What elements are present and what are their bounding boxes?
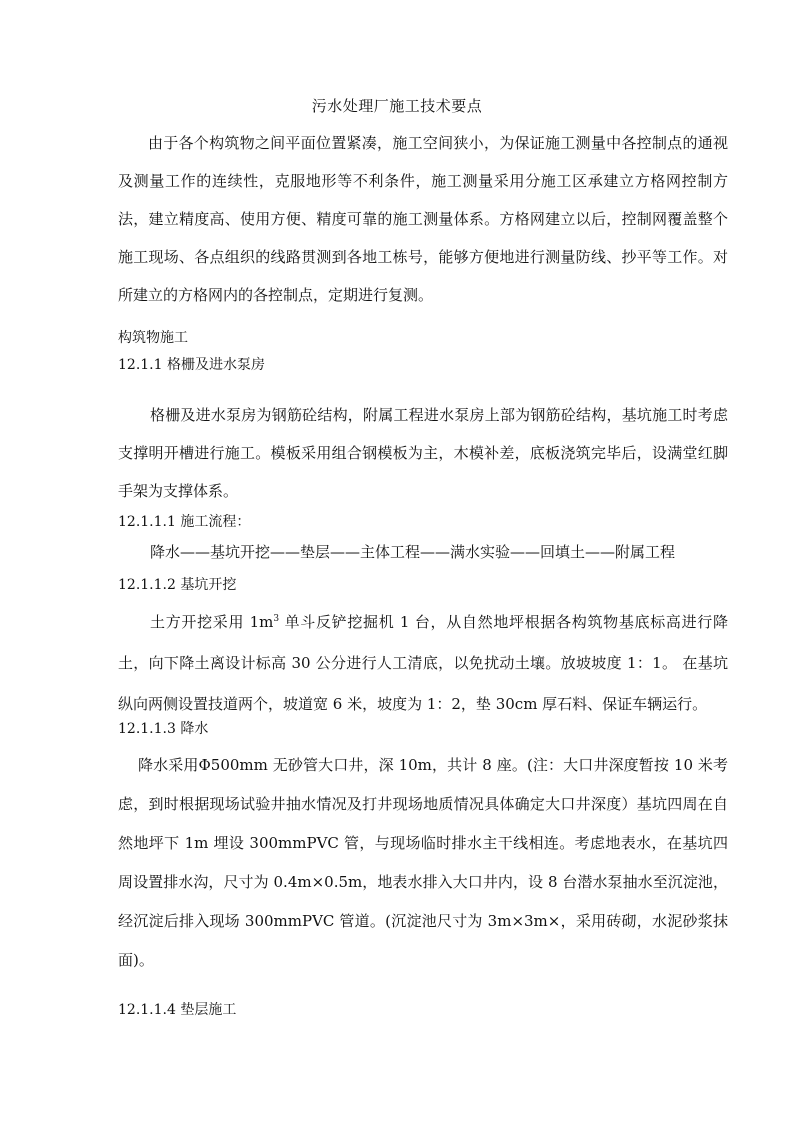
paragraph-excavation bbox=[118, 602, 728, 725]
excavation-text-pre: 土方开挖采用 1m bbox=[150, 613, 274, 631]
excavation-superscript: 3 bbox=[273, 614, 280, 624]
section-heading-12-1-1-4: 12.1.1.4 垫层施工 bbox=[118, 1002, 237, 1018]
paragraph-dewatering: 降水采用Φ500mm 无砂管大口井，深 10m，共计 8 座。(注：大口井深度暂按 10 米考虑，到时根据现场试验井抽水情况及打井现场地质情况具体确定大口井深度）基坑四周在自然地坪下 1m 埋设 300mmPVC 管，与现场临时排水主干线相连。考虑地表水，在基坑四周设置排水沟，尺寸为 0.4m×0.5m，地表水排入大口井内，设 8 台潜水泵抽水至沉淀池，经沉淀后排入现场 300mmPVC 管道。(沉淀池尺寸为 3m×3m×，采用砖砌，水泥砂浆抹面)。 bbox=[118, 756, 728, 969]
section-heading-12-1-1-2: 12.1.1.2 基坑开挖 bbox=[118, 577, 237, 593]
construction-flow-line: 降水——基坑开挖——垫层——主体工程——满水实验——回填土——附属工程 bbox=[150, 543, 676, 561]
section-heading-12-1-1: 12.1.1 格栅及进水泵房 bbox=[118, 357, 265, 373]
section-heading-structures: 构筑物施工 bbox=[118, 330, 188, 346]
section-heading-12-1-1-1: 12.1.1.1 施工流程： bbox=[118, 514, 251, 530]
paragraph-12-1-1: 格栅及进水泵房为钢筋砼结构，附属工程进水泵房上部为钢筋砼结构，基坑施工时考虑支撑明开槽进行施工。模板采用组合钢模板为主，木模补差，底板浇筑完毕后，设满堂红脚手架为支撑体系。 bbox=[118, 406, 728, 500]
section-heading-12-1-1-3: 12.1.1.3 降水 bbox=[118, 721, 209, 737]
intro-paragraph: 由于各个构筑物之间平面位置紧凑，施工空间狭小，为保证施工测量中各控制点的通视及测量工作的连续性，克服地形等不利条件，施工测量采用分施工区承建立方格网控制方法，建立精度高、使用方便、精度可靠的施工测量体系。方格网建立以后，控制网覆盖整个施工现场、各点组织的线路贯测到各地工栋号，能够方便地进行测量防线、抄平等工作。对所建立的方格网内的各控制点，定期进行复测。 bbox=[118, 134, 728, 304]
excavation-text-post: 单斗反铲挖掘机 1 台，从自然地坪根据各构筑物基底标高进行降土，向下降土离设计标高 30 公分进行人工清底，以免扰动土壤。放坡坡度 1：1。 在基坑纵向两侧设置技道两个，坡道宽 6 米，坡度为 1：2，垫 30cm 厚石料、保证车辆运行。 bbox=[118, 613, 728, 713]
document-title: 污水处理厂施工技术要点 bbox=[311, 97, 483, 115]
